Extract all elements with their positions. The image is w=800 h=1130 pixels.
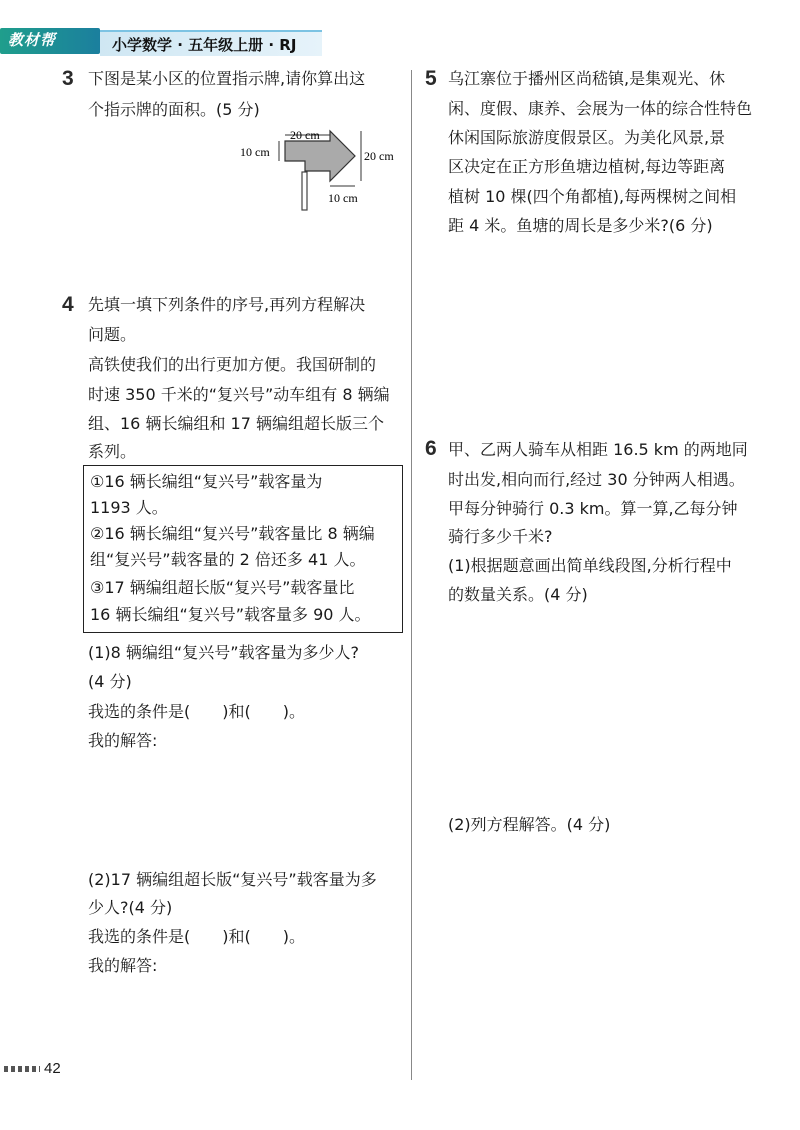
- q3-sign-figure: [230, 126, 410, 216]
- q4-part1-choice[interactable]: 我选的条件是( )和( )。: [88, 702, 305, 721]
- q4-part2-question: (2)17 辆编组超长版“复兴号”载客量为多: [88, 870, 377, 889]
- q5-line: 区决定在正方形鱼塘边植树,每边等距离: [448, 157, 726, 176]
- q4-condition: ①16 辆长编组“复兴号”载客量为: [90, 472, 323, 491]
- q4-part2-score: 少人?(4 分): [88, 898, 173, 917]
- q4-part1-score: (4 分): [88, 672, 132, 691]
- q4-line: 高铁使我们的出行更加方便。我国研制的: [88, 355, 377, 374]
- sign-pole: [302, 172, 307, 210]
- q5-line: 距 4 米。鱼塘的周长是多少米?(6 分): [448, 216, 713, 235]
- brand-banner: [0, 28, 100, 54]
- book-title: 小学数学 · 五年级上册 · RJ: [112, 36, 297, 54]
- brand-logo: 教材帮: [8, 31, 57, 49]
- q5-line: 休闲国际旅游度假景区。为美化风景,景: [448, 128, 726, 147]
- right-height-label: 20 cm: [364, 149, 394, 163]
- q4-number: 4: [62, 293, 74, 316]
- q4-condition: 16 辆长编组“复兴号”载客量多 90 人。: [90, 605, 371, 624]
- q4-line: 系列。: [88, 442, 137, 461]
- q3-line: 下图是某小区的位置指示牌,请你算出这: [88, 69, 366, 88]
- q4-line: 问题。: [88, 325, 137, 344]
- bottom-width-label: 10 cm: [328, 191, 358, 205]
- q4-condition: 组“复兴号”载客量的 2 倍还多 41 人。: [90, 550, 366, 569]
- q6-part1-question: (1)根据题意画出简单线段图,分析行程中: [448, 556, 732, 575]
- q5-line: 闲、度假、康养、会展为一体的综合性特色: [448, 99, 753, 118]
- page-number-decoration: [4, 1066, 40, 1072]
- q4-part2-choice[interactable]: 我选的条件是( )和( )。: [88, 927, 305, 946]
- q4-part2-answer-label: 我的解答:: [88, 956, 158, 975]
- q6-part2-question: (2)列方程解答。(4 分): [448, 815, 611, 834]
- page-header: [0, 22, 330, 62]
- q6-line: 时出发,相向而行,经过 30 分钟两人相遇。: [448, 470, 745, 489]
- q4-part1-question: (1)8 辆编组“复兴号”载客量为多少人?: [88, 643, 360, 662]
- q4-line: 组、16 辆长编组和 17 辆编组超长版三个: [88, 414, 384, 433]
- q5-line: 植树 10 棵(四个角都植),每两棵树之间相: [448, 187, 737, 206]
- top-width-label: 20 cm: [290, 128, 320, 142]
- book-title-bar: [100, 30, 322, 56]
- q4-condition: ③17 辆编组超长版“复兴号”载客量比: [90, 578, 355, 597]
- q3-number: 3: [62, 67, 74, 90]
- column-divider: [411, 70, 412, 1080]
- q3-line: 个指示牌的面积。(5 分): [88, 100, 260, 119]
- q4-condition: 1193 人。: [90, 498, 168, 517]
- q4-line: 先填一填下列条件的序号,再列方程解决: [88, 295, 366, 314]
- q6-line: 甲每分钟骑行 0.3 km。算一算,乙每分钟: [448, 499, 738, 518]
- q4-line: 时速 350 千米的“复兴号”动车组有 8 辆编: [88, 385, 390, 404]
- left-height-label: 10 cm: [240, 145, 270, 159]
- q6-line: 甲、乙两人骑车从相距 16.5 km 的两地同: [448, 440, 748, 459]
- q5-line: 乌江寨位于播州区尚嵇镇,是集观光、休: [448, 69, 726, 88]
- q5-number: 5: [425, 67, 437, 90]
- page-number: 42: [44, 1060, 61, 1077]
- q6-number: 6: [425, 437, 437, 460]
- q6-line: 骑行多少千米?: [448, 527, 553, 546]
- q4-condition: ②16 辆长编组“复兴号”载客量比 8 辆编: [90, 524, 375, 543]
- q4-part1-answer-label: 我的解答:: [88, 731, 158, 750]
- q6-part1-question: 的数量关系。(4 分): [448, 585, 588, 604]
